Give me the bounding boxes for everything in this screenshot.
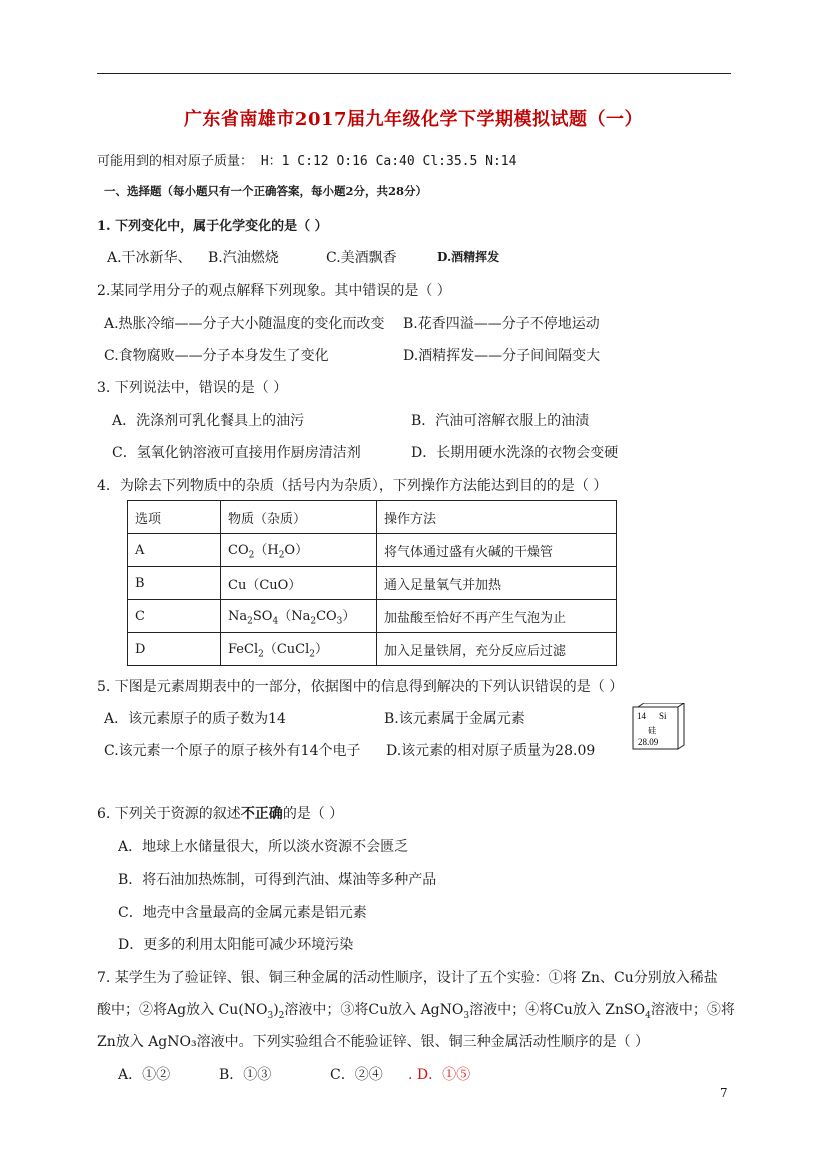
q7-option-c: C．②④ <box>330 1067 383 1083</box>
row-c-option: C <box>128 600 221 633</box>
section-heading: 一、选择题（每小题只有一个正确答案，每小题2分，共28分） <box>104 184 428 198</box>
q6-stem-pre: 6. 下列关于资源的叙述 <box>97 806 241 822</box>
table-header-substance: 物质（杂质） <box>221 501 377 534</box>
q2-stem: 2.某同学用分子的观点解释下列现象。其中错误的是（ ） <box>97 283 451 299</box>
row-a-option: A <box>128 534 221 567</box>
element-mass: 28.09 <box>638 737 659 747</box>
row-a-substance: $CO_2(H_2O)$ <box>221 534 377 567</box>
q6-option-d: D．更多的利用太阳能可减少环境污染 <box>118 937 354 953</box>
q5-stem: 5. 下图是元素周期表中的一部分，依据图中的信息得到解决的下列认识错误的是（ ） <box>97 679 624 695</box>
q1-option-a: A.干冰新华、 <box>107 250 192 266</box>
table-row <box>128 600 617 633</box>
q6-option-c: C．地壳中含量最高的金属元素是铝元素 <box>118 905 367 921</box>
table-row <box>128 633 617 666</box>
page-number: 7 <box>720 1086 728 1100</box>
q6-option-a: A．地球上水储量很大，所以淡水资源不会匮乏 <box>118 839 409 855</box>
element-name: 硅 <box>648 726 656 735</box>
element-symbol: Si <box>659 711 667 721</box>
table-row <box>128 567 617 600</box>
q1-option-d: D.酒精挥发 <box>437 250 500 264</box>
q4-table <box>127 500 617 666</box>
row-d-option: D <box>128 633 221 666</box>
row-d-substance: FeCl$_2$（CuCl$_2$） <box>221 633 377 666</box>
page-title: 广东省南雄市2017届九年级化学下学期模拟试题（一） <box>183 109 644 130</box>
atomic-masses: 可能用到的相对原子质量： H：1 C:12 O:16 Ca:40 Cl:35.5 N:14 <box>97 154 517 169</box>
q6-stem <box>97 803 343 823</box>
table-header-option: 选项 <box>128 501 221 534</box>
q2-option-d: D.酒精挥发——分子间间隔变大 <box>403 348 601 364</box>
table-row <box>128 534 617 567</box>
q6-option-b: B．将石油加热炼制，可得到汽油、煤油等多种产品 <box>118 872 437 888</box>
q3-option-c: C．氢氧化钠溶液可直接用作厨房清洁剂 <box>112 445 361 461</box>
q6-stem-post: 的是（ ） <box>282 806 344 822</box>
element-number: 14 <box>637 711 646 721</box>
q6-stem-bold: 不正确 <box>240 806 283 822</box>
q3-option-a: A．洗涤剂可乳化餐具上的油污 <box>112 413 305 429</box>
q7-line-1: 7. 某学生为了验证锌、银、铜三种金属的活动性顺序，设计了五个实验：①将 Zn、Cu分别放入稀盐 <box>97 970 718 986</box>
q3-stem: 3. 下列说法中，错误的是（ ） <box>97 380 288 396</box>
q7-option-d: . D．①⑤ <box>408 1067 471 1083</box>
q2-option-a: A.热胀冷缩——分子大小随温度的变化而改变 <box>104 316 385 332</box>
q5-option-c: C.该元素一个原子的原子核外有14个电子 <box>104 743 361 759</box>
element-cell-si <box>632 703 688 755</box>
row-b-method: 通入足量氧气并加热 <box>377 567 617 600</box>
table-header-row <box>128 501 617 534</box>
row-a-method: 将气体通过盛有火碱的干燥管 <box>377 534 617 567</box>
q5-option-d: D.该元素的相对原子质量为28.09 <box>386 743 596 759</box>
row-d-method: 加入足量铁屑，充分反应后过滤 <box>377 633 617 666</box>
q7-option-b: B．①③ <box>219 1067 272 1083</box>
table-header-method: 操作方法 <box>377 501 617 534</box>
q1-option-c: C.美酒飘香 <box>326 250 397 266</box>
q3-option-b: B．汽油可溶解衣服上的油渍 <box>411 413 590 429</box>
q4-stem: 4．为除去下列物质中的杂质（括号内为杂质），下列操作方法能达到目的的是（ ） <box>97 478 608 494</box>
q1-stem: 1. 下列变化中，属于化学变化的是（ ） <box>97 219 328 234</box>
row-c-method: 加盐酸至恰好不再产生气泡为止 <box>377 600 617 633</box>
row-c-substance: $Na_2SO_4(Na_2CO_3)$ <box>221 600 377 633</box>
header-rule <box>97 73 731 74</box>
q7-option-a: A．①② <box>118 1067 171 1083</box>
q2-option-b: B.花香四溢——分子不停地运动 <box>403 316 600 332</box>
q7-line-2: 酸中；②将Ag放入 $Cu(NO_3)_2$溶液中；③将Cu放入 AgNO$_3$溶液中；④将Cu放入 ZnSO$_4$溶液中；⑤将 <box>97 1002 735 1021</box>
q5-option-a: A．该元素原子的质子数为14 <box>104 711 286 727</box>
q7-line-3: Zn放入 AgNO₃溶液中。下列实验组合不能验证锌、银、铜三种金属活动性顺序的是（ ） <box>97 1034 650 1050</box>
row-b-substance: Cu（CuO） <box>221 567 377 600</box>
q5-option-b: B.该元素属于金属元素 <box>384 711 525 727</box>
row-b-option: B <box>128 567 221 600</box>
q2-option-c: C.食物腐败——分子本身发生了变化 <box>104 348 329 364</box>
q3-option-d: D．长期用硬水洗涤的衣物会变硬 <box>411 445 619 461</box>
q1-option-b: B.汽油燃烧 <box>208 250 279 266</box>
